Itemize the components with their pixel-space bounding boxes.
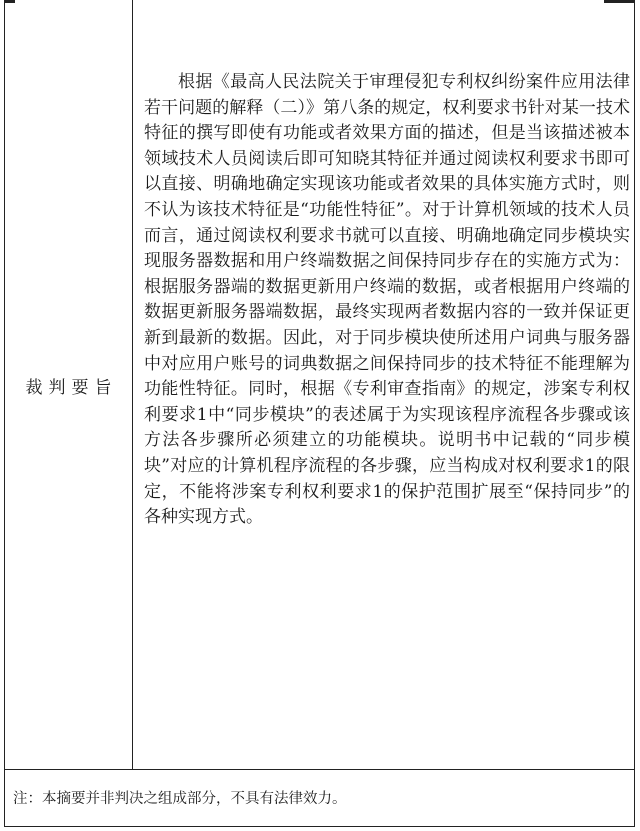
note-row xyxy=(5,770,634,825)
document-table xyxy=(4,0,635,827)
footnote: 注：本摘要并非判决之组成部分，不具有法律效力。 xyxy=(13,791,347,807)
summary-row xyxy=(5,0,634,770)
label-cell xyxy=(5,0,132,770)
row-label: 裁判要旨 xyxy=(25,377,118,398)
summary-text: 根据《最高人民法院关于审理侵犯专利权纠纷案件应用法律若干问题的解释（二）》第八条的规定，权利要求书针对某一技术特征的撰写即使有功能或者效果方面的描述，但是当该描述被本领域技术人员阅读后即可知晓其特征并通过阅读权利要求书即可以直接、明确地确定实现该功能或者效果的具体实施方式时，则不认为该技术特征是“功能性特征”。对于计算机领域的技术人员而言，通过阅读权利要求书就可以直接、明确地确定同步模块实现服务器数据和用户终端数据之间保持同步存在的实施方式为：根据服务器端的数据更新用户终端的数据，或者根据用户终端的数据更新服务器端数据，最终实现两者数据内容的一致并保证更新到最新的数据。因此，对于同步模块使所述用户词典与服务器中对应用户账号的词典数据之间保持同步的技术特征不能理解为功能性特征。同时，根据《专利审查指南》的规定，涉案专利权利要求1中“同步模块”的表述属于为实现该程序流程各步骤或该方法各步骤所必须建立的功能模块。说明书中记载的“同步模块”对应的计算机程序流程的各步骤，应当构成对权利要求1的限定，不能将涉案专利权利要求1的保护范围扩展至“保持同步”的各种实现方式。 xyxy=(144,72,630,528)
content-cell xyxy=(134,70,630,531)
column-divider xyxy=(132,0,133,770)
